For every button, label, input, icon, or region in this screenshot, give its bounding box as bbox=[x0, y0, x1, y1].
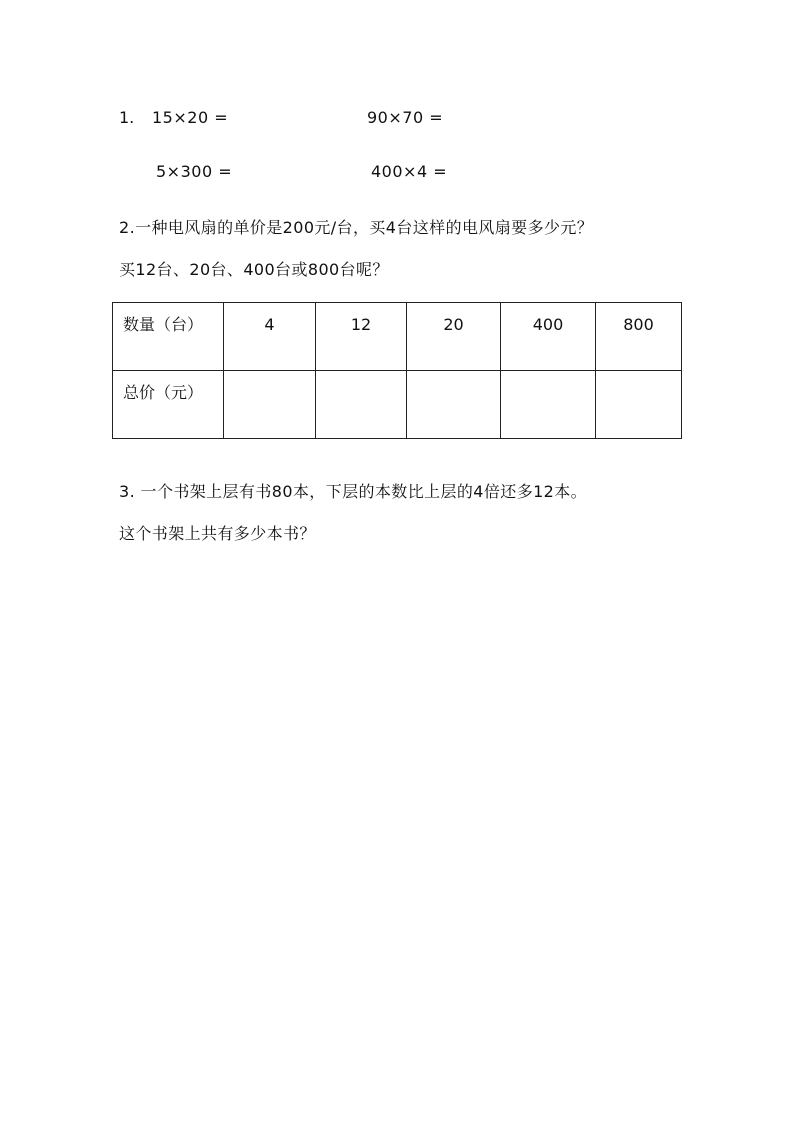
total-answer-cell[interactable] bbox=[501, 371, 596, 439]
q3-question-line2: 这个书架上共有多少本书？ bbox=[119, 524, 316, 543]
quantity-cell: 12 bbox=[316, 303, 407, 371]
q1-equation-400x4: 400×4 = bbox=[371, 162, 448, 181]
total-answer-cell[interactable] bbox=[224, 371, 316, 439]
q1-equation-5x300: 5×300 = bbox=[156, 162, 233, 181]
total-header-cell: 总价（元） bbox=[113, 371, 224, 439]
total-answer-cell[interactable] bbox=[407, 371, 501, 439]
q3-question-line1: 3. 一个书架上层有书80本，下层的本数比上层的4倍还多12本。 bbox=[119, 482, 588, 501]
q1-equation-15x20: 15×20 = bbox=[152, 108, 229, 127]
total-answer-cell[interactable] bbox=[316, 371, 407, 439]
total-answer-cell[interactable] bbox=[596, 371, 682, 439]
price-table bbox=[112, 302, 682, 439]
table-row-total bbox=[113, 371, 682, 439]
q2-question-line1: 2.一种电风扇的单价是200元/台，买4台这样的电风扇要多少元？ bbox=[119, 218, 594, 237]
quantity-cell: 20 bbox=[407, 303, 501, 371]
q1-number: 1. bbox=[119, 108, 135, 127]
quantity-cell: 400 bbox=[501, 303, 596, 371]
q1-equation-90x70: 90×70 = bbox=[367, 108, 444, 127]
quantity-header-cell: 数量（台） bbox=[113, 303, 224, 371]
quantity-cell: 4 bbox=[224, 303, 316, 371]
quantity-cell: 800 bbox=[596, 303, 682, 371]
table-row-quantity bbox=[113, 303, 682, 371]
q2-question-line2: 买12台、20台、400台或800台呢？ bbox=[119, 260, 389, 279]
